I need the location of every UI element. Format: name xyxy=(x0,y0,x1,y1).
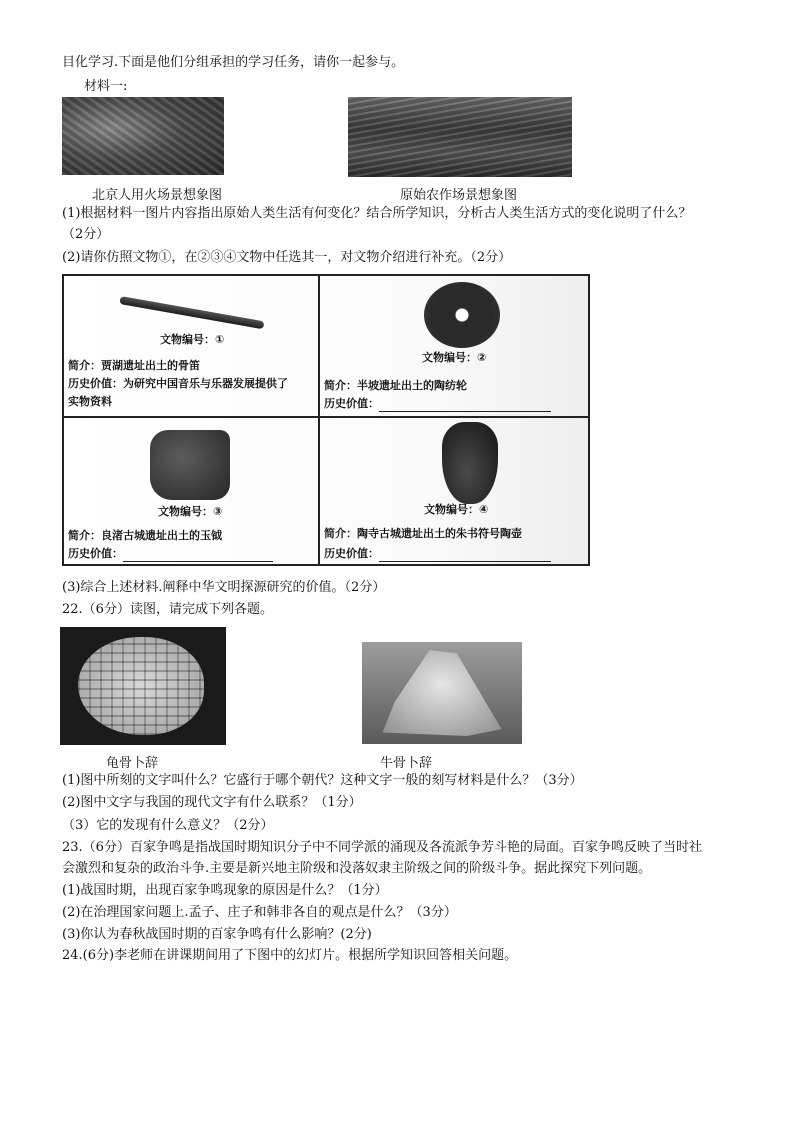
caption-turtle-oracle: 龟骨卜辞 xyxy=(106,756,159,771)
artifact-2-value xyxy=(324,396,551,412)
turtle-shell-oracle-image xyxy=(60,627,226,745)
intro-line: 目化学习.下面是他们分组承担的学习任务，请你一起参与。 xyxy=(62,55,405,70)
artifact-4-answer-blank[interactable] xyxy=(379,549,551,562)
artifact-1-value-line1: 历史价值：为研究中国音乐与乐器发展提供了 xyxy=(68,377,288,390)
artifact-4-number: 文物编号：④ xyxy=(424,503,489,516)
q23-sub3: (3)你认为春秋战国时期的百家争鸣有什么影响？(2分) xyxy=(62,927,372,942)
q22-title: 22.（6分）读图，请完成下列各题。 xyxy=(62,602,273,617)
q21-sub1-line1: (1)根据材料一图片内容指出原始人类生活有何变化？结合所学知识，分析古人类生活方式的变化说明了什么？ xyxy=(62,206,692,221)
artifact-3-number: 文物编号：③ xyxy=(158,505,223,518)
material-label: 材料一: xyxy=(84,79,128,94)
artifact-2-intro: 简介：半坡遗址出土的陶纺轮 xyxy=(324,379,467,392)
q23-sub1: (1)战国时期，出现百家争鸣现象的原因是什么？（1分） xyxy=(62,883,388,898)
ox-bone-fragment xyxy=(380,650,504,736)
caption-primitive-farming: 原始农作场景想象图 xyxy=(400,188,518,203)
artifact-cell-2 xyxy=(320,276,590,416)
q21-sub1-line2: （2分） xyxy=(62,227,110,242)
primitive-farming-image xyxy=(348,97,572,177)
q23-title-line2: 会激烈和复杂的政治斗争.主要是新兴地主阶级和没落奴隶主阶级之间的阶级斗争。据此探究下列问题。 xyxy=(62,861,652,876)
jade-axe-image xyxy=(150,430,230,500)
q21-sub2: (2)请你仿照文物①，在②③④文物中任选其一，对文物介绍进行补充。（2分） xyxy=(62,250,512,265)
q22-sub1: (1)图中所刻的文字叫什么？它盛行于哪个朝代？这种文字一般的刻写材料是什么？（3分） xyxy=(62,773,583,788)
artifact-2-number: 文物编号：② xyxy=(422,351,487,364)
q24-title: 24.(6分)李老师在讲课期间用了下图中的幻灯片。根据所学知识回答相关问题。 xyxy=(62,948,518,963)
artifact-4-value xyxy=(324,546,551,562)
caption-ox-oracle: 牛骨卜辞 xyxy=(380,756,433,771)
artifact-3-value-label: 历史价值： xyxy=(68,547,123,560)
artifact-cell-1 xyxy=(64,276,318,416)
artifact-grid xyxy=(62,274,590,566)
turtle-shell-plastron xyxy=(78,637,204,735)
artifact-1-value-line2: 实物资料 xyxy=(68,395,112,408)
q23-sub2: (2)在治理国家问题上.孟子、庄子和韩非各自的观点是什么？（3分） xyxy=(62,905,457,920)
q22-sub3: （3）它的发现有什么意义？（2分） xyxy=(62,818,274,833)
artifact-2-value-label: 历史价值： xyxy=(324,397,379,410)
artifact-1-number: 文物编号：① xyxy=(160,333,225,346)
artifact-4-value-label: 历史价值： xyxy=(324,547,379,560)
artifact-1-intro: 简介：贾湖遗址出土的骨笛 xyxy=(68,359,200,372)
q21-sub3: (3)综合上述材料.阐释中华文明探源研究的价值。（2分） xyxy=(62,580,386,595)
artifact-4-intro: 简介：陶寺古城遗址出土的朱书符号陶壶 xyxy=(324,527,522,540)
ox-bone-oracle-image xyxy=(362,642,522,744)
bone-flute-image xyxy=(119,296,264,329)
artifact-cell-4 xyxy=(320,418,590,566)
q23-title-line1: 23.（6分）百家争鸣是指战国时期知识分子中不同学派的涌现及各流派争芳斗艳的局面。百家争鸣反映了当时社 xyxy=(62,840,702,855)
artifact-2-answer-blank[interactable] xyxy=(379,399,551,412)
caption-beijing-man: 北京人用火场景想象图 xyxy=(92,188,223,203)
pottery-spindle-whorl-image xyxy=(424,282,500,348)
artifact-cell-3 xyxy=(64,418,318,566)
painted-pottery-pot-image xyxy=(442,422,498,504)
artifact-3-intro: 简介：良渚古城遗址出土的玉钺 xyxy=(68,529,222,542)
beijing-man-fire-image xyxy=(62,97,224,175)
q22-sub2: (2)图中文字与我国的现代文字有什么联系？（1分） xyxy=(62,795,362,810)
artifact-3-answer-blank[interactable] xyxy=(123,549,273,562)
artifact-3-value xyxy=(68,546,273,562)
